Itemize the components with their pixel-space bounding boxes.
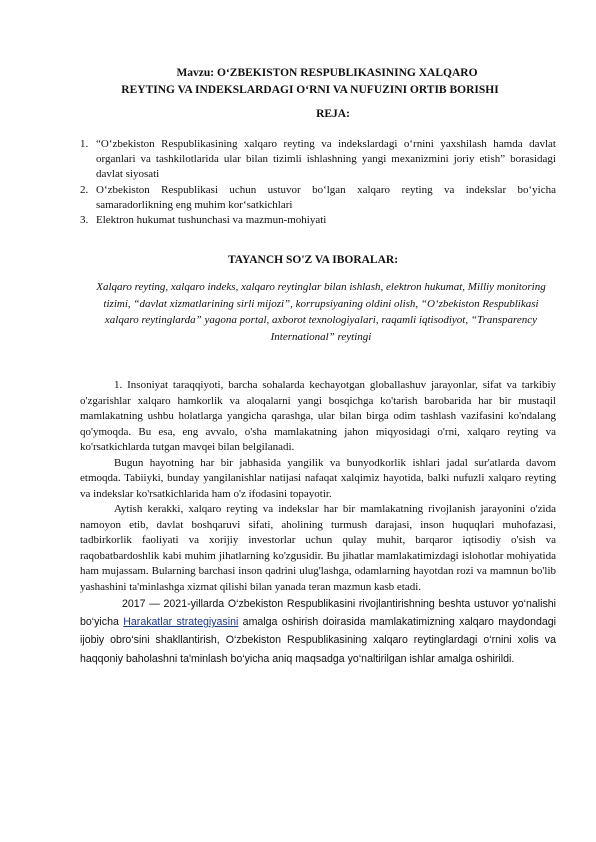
strategy-text-after-link: amalga oshirish doirasida mamlakatimizning xalqaro maydondagi ijobiy obro‘sini shakllantirish, O‘zbekiston Respublikasining xalqaro reytinglardagi o‘rnini xolis va haqqoniy baholashni ta'minlash bo‘yicha aniq maqsadga yo‘naltirilgan ishlar amalga oshirildi. [80,616,557,665]
strategy-link[interactable]: Harakatlar strategiyasini [123,616,239,629]
plan-item-text: “O‘zbekiston Respublikasining xalqaro reyting va indekslardagi o‘rnini yaxshilash hamda davlat organlari va tashkilotlarida ular bilan tizimli ishlashning yangi mexanizmini joriy etish” borasidagi davlat siyosati [96,138,556,181]
body-paragraph: Bugun hayotning har bir jabhasida yangilik va bunyodkorlik ishlari jadal sur'atlarda davom etmoqda. Tabiiyki, bunday yangilanishlar natijasi nafaqat xalqimiz hayotida, balki nufuzli xalqaro reyting va indekslar ko'rsatkichlarida ham o'z ifodasini topayotir. [80,456,556,500]
plan-item-number: 3. [80,214,89,227]
plan-item-text: Elektron hukumat tushunchasi va mazmun-mohiyati [96,214,327,227]
plan-heading: REJA: [316,108,350,120]
plan-list [80,137,556,228]
document-title-line-1: Mavzu: O‘ZBEKISTON RESPUBLIKASINING XALQARO [176,67,478,79]
document-title-line-2: REYTING VA INDEKSLARDAGI O‘RNI VA NUFUZINI ORTIB BORISHI [121,84,499,96]
body-paragraph: Aytish kerakki, xalqaro reyting va indekslar har bir mamlakatning rivojlanish jarayonini o'zida namoyon etib, davlat boshqaruvi sifati, aholining turmush darajasi, inson huquqlari muhofazasi, tadbirkorlik faoliyati va xorijiy investorlar uchun qulay muhit, barqaror iqtisodiy o'sish va raqobatbardoshlik kabi muhim jihatlarning ko'zgusidir. Bu jihatlar mamlakatimizdagi islohotlar mohiyatida ham mujassam. Bularning barchasi inson qadrini ulug'lashga, odamlarning hayotdan rozi va mamnun bo'lib yashashini ta'minlashga xizmat qilishi bilan yanada teran mazmun kasb etadi. [80,503,556,593]
plan-item-number: 1. [80,138,89,150]
plan-item-text: O‘zbekiston Respublikasi uchun ustuvor bo‘lgan xalqaro reyting va indekslar bo‘yicha samaradorlikning eng muhim kor‘satkichlari [96,183,556,211]
plan-item-number: 2. [80,183,89,196]
plan-item [80,183,556,213]
plan-item [80,137,556,183]
strategy-text-before-link: 2017 — 2021-yillarda O‘zbekiston Respublikasini rivojlantirishning beshta ustuvor yo‘nalishi bo‘yicha [80,598,556,629]
keywords-heading: TAYANCH SO'Z VA IBORALAR: [227,254,399,266]
body-paragraph: 1. Insoniyat taraqqiyoti, barcha sohalarda kechayotgan globallashuv jarayonlar, sifat va tarkibiy o'zgarishlar xalqaro hamkorlik va aloqalarni yangi bosqichga ko'tarish barobarida har bir mustaqil mamlakatning ushbu holatlarga yangicha qarashga, ular bilan birga odim tashlash vazifasini ko'ndalang qo'ymoqda. Bu esa, eng avvalo, o'sha mamlakatning jahon miqyosidagi o'rni, xalqaro reyting va ko'rsatkichlarda tutgan mavqei bilan belgilanadi. [80,379,556,453]
body-text [80,378,556,668]
body-paragraph-strategy [80,595,556,668]
keywords-text: Xalqaro reyting, xalqaro indeks, xalqaro reytinglar bilan ishlash, elektron hukumat, Milliy monitoring tizimi, “davlat xizmatlarining sirli mijozi”, korrupsiyaning oldini olish, “O‘zbekiston Respublikasi xalqaro reytinglarda” yagona portal, axborot texnologiyalari, raqamli iqtisodiyot, “Transparency International” reytingi [96,281,546,343]
plan-item [80,213,556,228]
